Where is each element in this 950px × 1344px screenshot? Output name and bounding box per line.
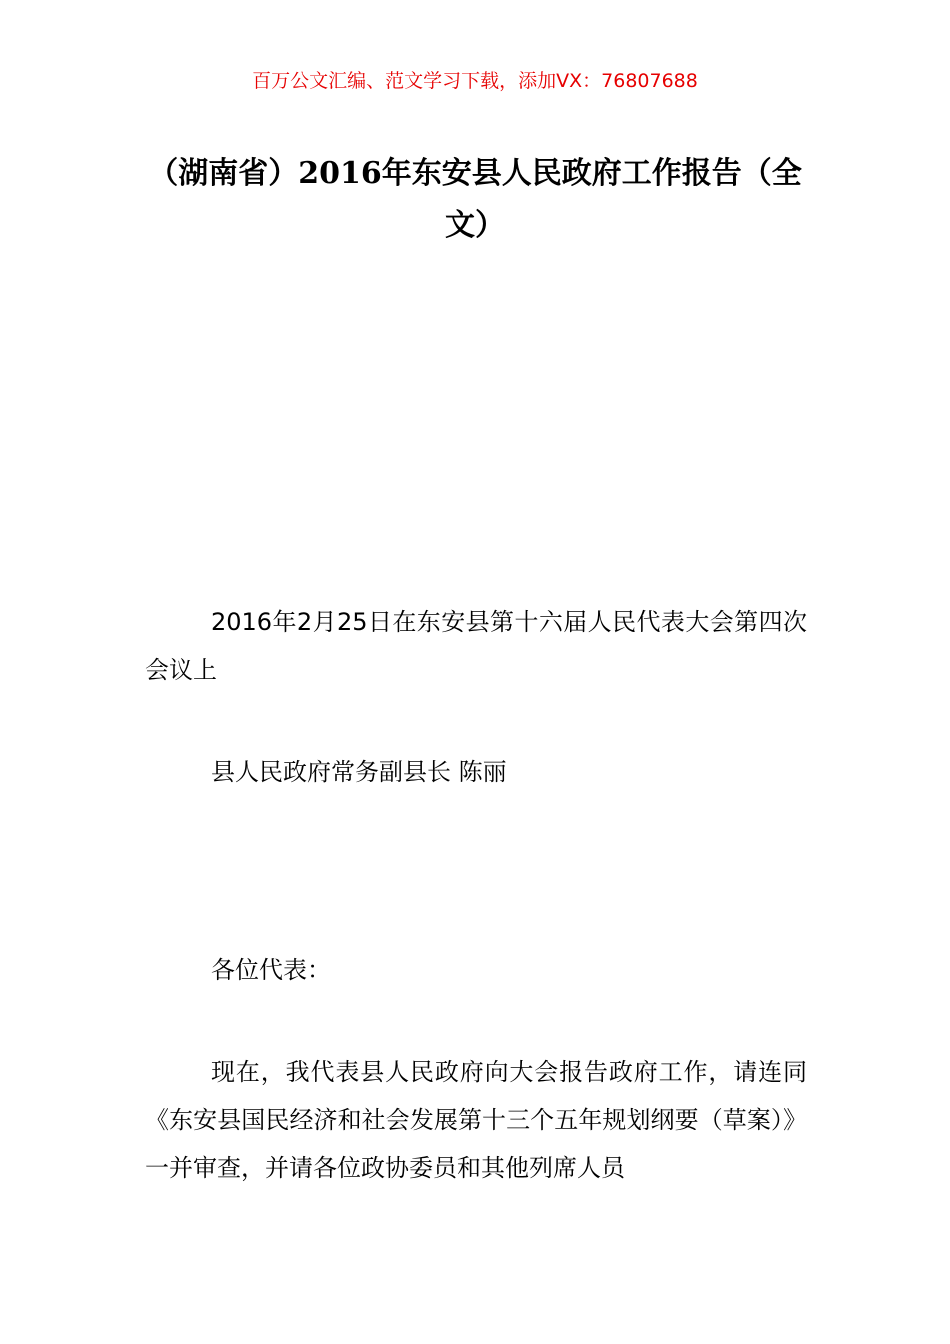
meeting-line: 2016年2月25日在东安县第十六届人民代表大会第四次会议上	[145, 608, 807, 684]
document-title: （湖南省）2016年东安县人民政府工作报告（全文）	[148, 156, 802, 243]
body-paragraph: 现在，我代表县人民政府向大会报告政府工作，请连同《东安县国民经济和社会发展第十三个五年规划纲要（草案）》一并审查，并请各位政协委员和其他列席人员	[145, 1058, 807, 1182]
greeting: 各位代表：	[211, 956, 331, 984]
header-watermark-note: 百万公文汇编、范文学习下载，添加VX：76807688	[252, 70, 698, 92]
speaker-line: 县人民政府常务副县长 陈丽	[211, 758, 507, 786]
